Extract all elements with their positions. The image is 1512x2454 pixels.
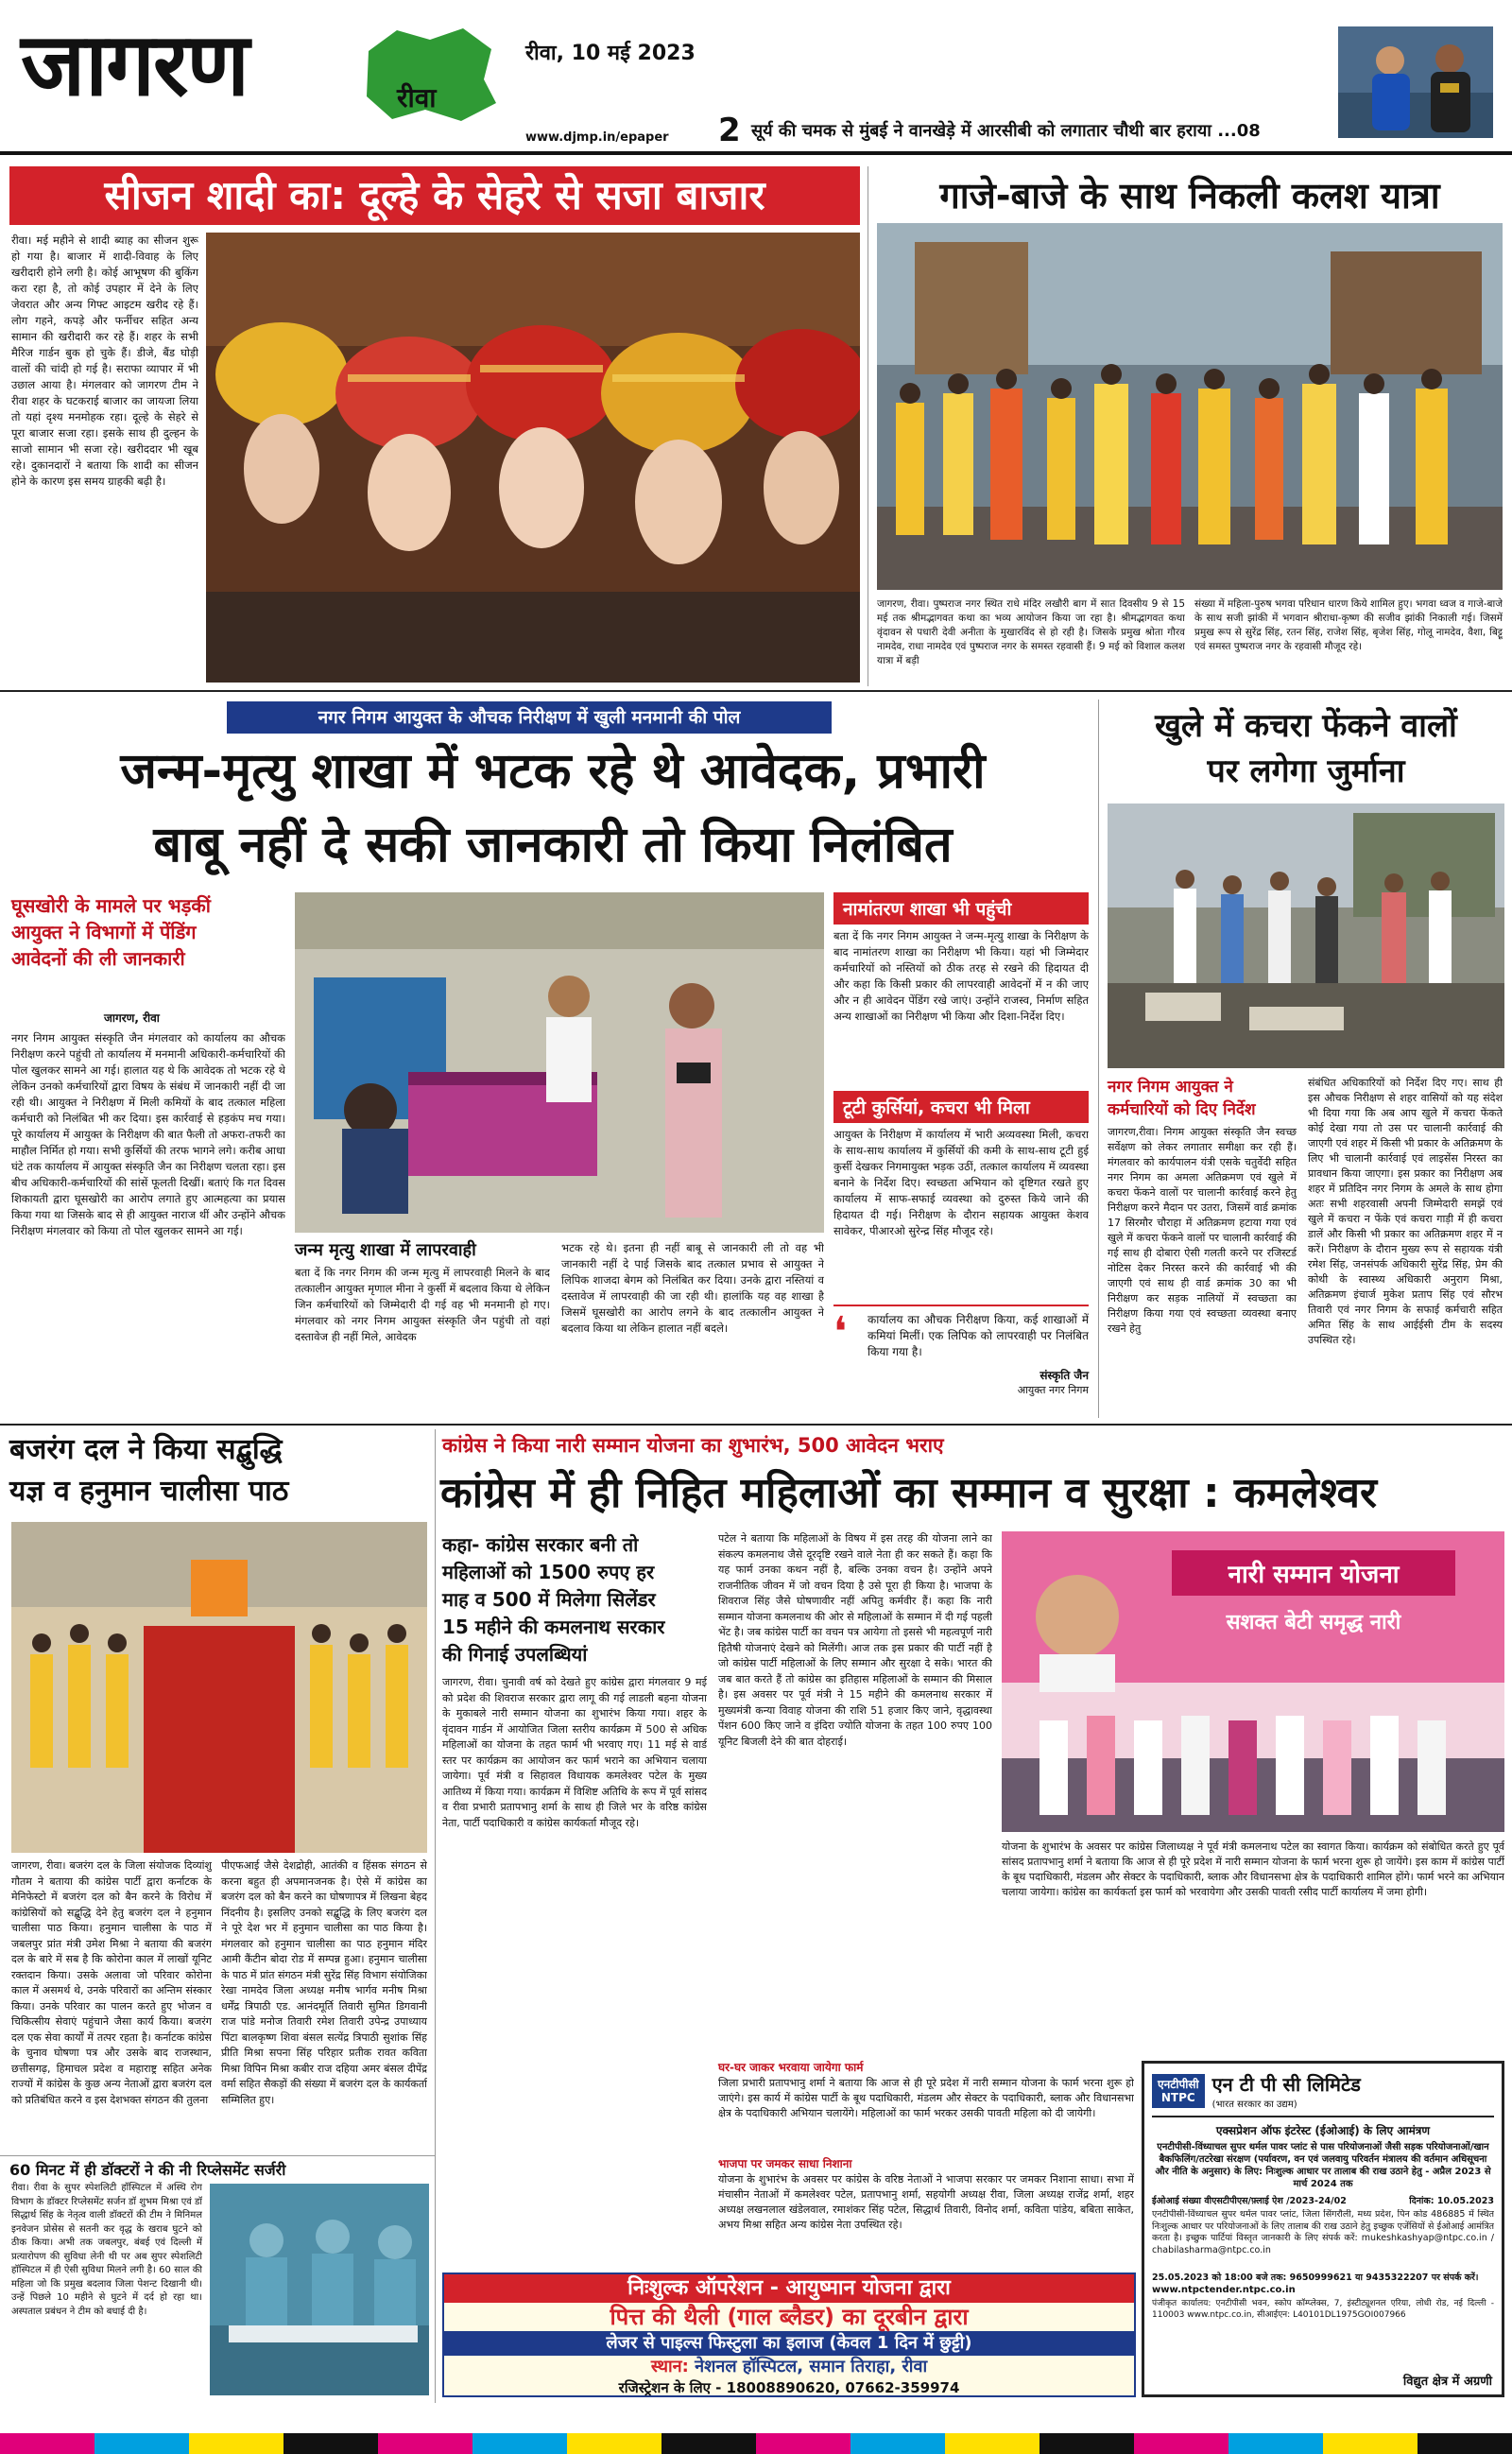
section-rule bbox=[0, 1424, 1512, 1426]
ntpc-name: एन टी पी सी लिमिटेड bbox=[1211, 2073, 1361, 2096]
story6-text-a: जागरण, रीवा। चुनावी वर्ष को देखते हुए कांग्रेस द्वारा मंगलवार 9 मई को प्रदेश की शिवराज सरकार द्वारा लागू की गई लाडली बहना योजना के मुकाबले नारी सम्मान योजना का शुभारंभ किया गया। शहर के वृंदावन गार्डन में आयोजित जिला स्तरीय कार्यक्रम में 500 से अधिक महिलाओं का योजना के तहत फार्म भी भरवाए गए। 11 मई से वार्ड स्तर पर कार्यक्रम का आयोजन कर फार्म भराने का अभियान चलाया जायेगा। पूर्व मंत्री व सिहावल विधायक कमलेश्वर पटेल के मुख्य आतिथ्य में किया गया। कार्यक्रम में विशिष्ट अतिथि के रूप में पूर्व सांसद व रीवा प्रभारी प्रतापभानु शर्मा के साथ ही जिले भर के वरिष्ठ कांग्रेस नेता, पार्टी पदाधिकारी व कांग्रेस कार्यकर्ता मौजूद रहे। bbox=[442, 1676, 707, 1829]
ntpc-hindi-logo: एनटीपीसी bbox=[1158, 2077, 1199, 2091]
masthead bbox=[0, 0, 1512, 156]
story3-box1-text: बता दें कि नगर निगम आयुक्त ने जन्म-मृत्यु शाखा के निरीक्षण के बाद नामांतरण शाखा का निरीक्षण भी किया। यहां भी जिम्मेदार कर्मचारियों को नस्तियों को ठीक तरह से रखने की हिदायत दी और कहा कि किसी प्रकार की लापरवाही आवेदनों में न की जाए और न ही आवेदन पेंडिंग रखे जाएं। उन्होंने राजस्व, निर्माण सहित अन्य शाखाओं का निरीक्षण भी किया और दिशा-निर्देश दिए। bbox=[833, 929, 1089, 1023]
story3-box1-title: नामांतरण शाखा भी पहुंची bbox=[833, 892, 1089, 925]
story6-kicker: कांग्रेस ने किया नारी सम्मान योजना का शुभारंभ, 500 आवेदन भराए bbox=[442, 1434, 944, 1457]
story1-photo bbox=[206, 233, 860, 683]
story6-box-text: जिला प्रभारी प्रतापभानु शर्मा ने बताया कि आज से ही पूरे प्रदेश में नारी सम्मान योजना के फार्म भरना शुरू हो जाएंगे। इस कार्य में कांग्रेस पार्टी के बूथ पदाधिकारी, मंडलम और सेक्टर के पदाधिकारी, ब्लाक और विधानसभा क्षेत्र के पदाधिकारी अभियान चलायेंगे। महिलाओं का फार्म भरकर उसकी पावती महिला को दी जायेगी। bbox=[718, 2077, 1134, 2119]
edition-badge: रीवा bbox=[397, 82, 437, 113]
story3-box2-title: टूटी कुर्सियां, कचरा भी मिला bbox=[833, 1091, 1089, 1123]
hospital-ad-line2: पित्त की थैली (गाल ब्लैडर) का दूरबीन द्वारा bbox=[610, 2304, 969, 2330]
ntpc-title: एक्सप्रेशन ऑफ इंटरेस्ट (ईओआई) के लिए आमंत्रण bbox=[1215, 2124, 1431, 2137]
story6-sub-1: कहा- कांग्रेस सरकार बनी तो bbox=[442, 1533, 639, 1556]
story6-text-c: योजना के शुभारंभ के अवसर पर कांग्रेस जिलाध्यक्ष ने पूर्व मंत्री कमलनाथ पटेल का स्वागत किया। कार्यक्रम को संबोधित करते हुए पूर्व सांसद प्रतापभानु शर्मा ने बताया कि आज से ही पूरे प्रदेश में नारी सम्मान योजना के फार्म भरना शुरू हो जायेंगे। इस काम में कांग्रेस पार्टी के बूथ पदाधिकारी, मंडलम और सेक्टर के पदाधिकारी, ब्लाक और विधानसभा क्षेत्र के पदाधिकारी शामिल होंगे। फार्म भरने का अभियान चलाया जायेगा। कांग्रेस का कार्यकर्ता इस फार्म को भरवायेगा और उसकी पावती रसीद पार्टी कार्यालय में जमा होगी। bbox=[1002, 1840, 1504, 1898]
story4-headline-1[interactable]: खुले में कचरा फेंकने वालों bbox=[1155, 707, 1457, 745]
story6-box-title: घर-घर जाकर भरवाया जायेगा फार्म bbox=[718, 2061, 864, 2074]
story6-sub-3: माह व 500 में मिलेगा सिलेंडर bbox=[442, 1588, 656, 1611]
quote-icon: ❛ bbox=[833, 1308, 848, 1357]
story3-quote-by: संस्कृति जैन bbox=[1040, 1369, 1089, 1382]
story5-headline-2[interactable]: यज्ञ व हनुमान चालीसा पाठ bbox=[9, 1475, 289, 1508]
story4-sub-2: कर्मचारियों को दिए निर्देश bbox=[1108, 1100, 1256, 1119]
hospital-ad-line3: लेजर से पाइल्स फिस्टुला का इलाज (केवल 1 दिन में छुट्टी) bbox=[444, 2331, 1134, 2356]
story6-sub-5: की गिनाई उपलब्धियां bbox=[442, 1643, 588, 1666]
story4-subhead bbox=[1108, 1076, 1297, 1121]
ntpc-web[interactable]: www.ntpctender.ntpc.co.in bbox=[1152, 2285, 1296, 2295]
hospital-ad-line4-row bbox=[444, 2356, 1134, 2378]
story2-banner[interactable]: गाजे-बाजे के साथ निकली कलश यात्रा bbox=[939, 175, 1440, 216]
story6-photo-banner: नारी सम्मान योजना bbox=[1172, 1550, 1455, 1596]
section-rule bbox=[0, 690, 1512, 692]
hospital-ad[interactable] bbox=[442, 2273, 1136, 2397]
story4-headline-2[interactable]: पर लगेगा जुर्माना bbox=[1207, 752, 1405, 790]
ntpc-phone: 25.05.2023 को 18:00 बजे तक: 9650999621 या 9435322207 पर संपर्क करें। bbox=[1152, 2273, 1479, 2283]
story6-text-b: पटेल ने बताया कि महिलाओं के विषय में इस तरह की योजना लाने का संकल्प कमलनाथ जैसे दूरदृष्टि रखने वाले नेता ही कर सकते हैं। कहा कि यह फार्म उनका कथन नहीं है, बल्कि उनका वचन है। उन्होंने अपने राजनीतिक जीवन में जो वचन दिया है उसे पूरा ही किया है। भाजपा के शिवराज सिंह जैसे घोषणावीर नहीं अपितु कर्मवीर हैं। कहा कि नारी सम्मान योजना कमलनाथ की ओर से महिलाओं के सम्मान में दी गई पहली भेंट है। जब कांग्रेस पार्टी का वचन पत्र आयेगा तो इससे भी महत्वपूर्ण नारी हितैषी योजनाएं देखने को मिलेंगी। आज तक इस प्रकार की पार्टी नहीं है जो कांग्रेस पार्टी महिलाओं के लिए सम्मान और सुरक्षा दे सके। भारत की जब बात करते हैं तो कांग्रेस का इतिहास महिलाओं के सम्मान की मिसाल है। इस अवसर पर पूर्व मंत्री ने 15 महीने की कमलनाथ सरकार में मुख्यमंत्री कन्या विवाह योजना की राशि 51 हजार किए जाने, वृद्धावस्था पेंशन 600 किए जाने व इंदिरा ज्योति योजना के तहत 100 रुपए 100 यूनिट बिजली देने की बात दोहराई। bbox=[718, 1532, 992, 1748]
story3-text-left: नगर निगम आयुक्त संस्कृति जैन मंगलवार को कार्यालय का औचक निरीक्षण करने पहुंची तो कार्यालय में मनमानी अधिकारी-कर्मचारियों की पोल खुलकर सामने आ गई। हालात यह थे कि आवेदक तो भटक रहे थे लेकिन उनको कर्मचारियों द्वारा विषय के संबंध में जानकारी नहीं दी जा रही थी। आयुक्त ने निरीक्षण में मिली कमियों के बाद तत्काल महिला कर्मचारी को निलंबित भी कर दिया। इस कार्रवाई से हड़कंप मच गया। पूरे कार्यालय में आयुक्त के निरीक्षण की बात फैली तो अफरा-तफरी का माहौल निर्मित हो गया। सभी कुर्सियों की तरफ भागने लगे। करीब आधा घंटे तक कार्यालय में आयुक्त संस्कृति जैन का निरीक्षण चलता रहा। इस बीच अधिकारी-कर्मचारियों की सांसें फूलती दिखीं। बताएं कि गत दिवस शिकायती द्वारा घूसखोरी का आरोप लगाते हुए आत्महत्या का प्रयास किया गया था जिसके बाद से ही आयुक्त नाराज थीं और उन्होंने औचक निरीक्षण मंगलवार को किया तो पोल खुलकर सामने आ गई। bbox=[11, 1031, 285, 1237]
story2-caption-right: संख्या में महिला-पुरुष भगवा परिधान धारण किये शामिल हुए। भगवा ध्वज व गाजे-बाजे के साथ सजी झांकी में भगवान श्रीराधा-कृष्ण की सजीव झांकी निकाली गई। जिसमें प्रमुख रूप से सुरेंद्र सिंह, रतन सिंह, राजेश सिंह, बृजेश सिंह, गोलू नामदेव, वैशा, बिट्टू एवं समस्त पुष्पराज नगर के रहवासी मौजूद रहे। bbox=[1194, 598, 1503, 652]
story6-subhead bbox=[442, 1531, 707, 1668]
logo[interactable]: जागरण bbox=[21, 13, 249, 115]
story7-headline[interactable]: 60 मिनट में ही डॉक्टरों ने की नी रिप्लेसमेंट सर्जरी bbox=[9, 2161, 286, 2179]
story3-sub-2: आयुक्त ने विभागों में पेंडिंग bbox=[11, 921, 197, 943]
story4-text-right: संबंधित अधिकारियों को निर्देश दिए गए। साथ ही इस औचक निरीक्षण से शहर वासियों को यह संदेश भी दिया गया कि अब आप खुले में कचरा फेंकते कोई देखा गया तो उस पर चालानी कार्रवाई की जाएगी एवं शहर में किसी भी प्रकार के अतिक्रमण के लिए भी चालानी कार्रवाई एवं लाइसेंस निरस्त का प्रावधान किया जाएगा। इस प्रकार का निरीक्षण अब शहर में प्रतिदिन नगर निगम के अमले के साथ होगा अतः सभी शहरवासी अपनी जिम्मेदारी समझें एवं खुले में कचरा न फेंके एवं कचरा गाड़ी में ही कचरा डालें और किसी भी प्रकार का अतिक्रमण शहर में न करें। निरीक्षण के दौरान मुख्य रूप से सहायक यंत्री रमेश सिंह, जनसंपर्क अधिकारी सुरेंद्र सिंह, प्रेम की कोथी के स्वास्थ्य अधिकारी अनुराग मिश्रा, अतिक्रमण इंचार्ज मुकेश प्रताप सिंह एवं सौरभ तिवारी एवं नगर निगम के सफाई कर्मचारी सहित अमित सिंह के साथ आईईसी टीम के सदस्य उपस्थित रहे। bbox=[1308, 1077, 1503, 1346]
story6-box2-text: योजना के शुभारंभ के अवसर पर कांग्रेस के वरिष्ठ नेताओं ने भाजपा सरकार पर जमकर निशाना साधा। सभा में मंचासीन नेताओं में कमलेश्वर पटेल, प्रतापभानु शर्मा, सहयोगी अध्यक्ष रीवा, जिला अध्यक्ष राजेंद्र शर्मा, शहर अध्यक्ष लखनलाल खंडेलवाल, रमाशंकर सिंह पटेल, सिद्धार्थ तिवारी, विनोद शर्मा, कविता पांडेय, बबिता साकेत, अभय मिश्रा सहित अन्य कांग्रेस नेता उपस्थित रहे। bbox=[718, 2173, 1134, 2231]
ntpc-footer: विद्युत क्षेत्र में अग्रणी bbox=[1402, 2375, 1492, 2389]
story6-sub-4: 15 महीने की कमलनाथ सरकार bbox=[442, 1616, 665, 1638]
story3-byline: जागरण, रीवा bbox=[104, 1011, 160, 1025]
story3-subhead bbox=[11, 892, 295, 972]
divider bbox=[1098, 700, 1099, 1418]
story2-caption-left: जागरण, रीवा। पुष्पराज नगर स्थित राधे मंदिर लखौरी बाग में सात दिवसीय 9 से 15 मई तक श्रीमद्भागवत कथा का भव्य आयोजन किया जा रहा है। श्रीमद्भागवत कथा वृंदावन से पधारी देवी अनीता के मुखारविंद से हो रही है। जिसके प्रमुख श्रोता गौरव नामदेव, राधा नामदेव एवं पुष्पराज नगर के समस्त रहवासी हैं। 9 मई को विशाल कलश यात्रा में बड़ी bbox=[877, 598, 1185, 666]
story6-sub-2: महिलाओं को 1500 रुपए हर bbox=[442, 1561, 655, 1583]
teaser[interactable]: सूर्य की चमक से मुंबई ने वानखेड़े में आरसीबी को लगातार चौथी बार हराया ...08 bbox=[751, 121, 1261, 141]
story5-headline-1[interactable]: बजरंग दल ने किया सद्बुद्धि bbox=[9, 1433, 283, 1466]
story3-text-mid2: भटक रहे थे। इतना ही नहीं बाबू से जानकारी ली तो वह भी जानकारी नहीं दे पाई जिसके बाद तत्काल प्रभाव से आयुक्त ने लिपिक शाजदा बेगम को निलंबित कर दिया। उनके द्वारा नस्तियां व दस्तावेज में लापरवाही की जा रही थी। हालांकि यह वह शाखा है जिसमें घूसखोरी का आरोप लगने के बाद तत्कालीन आयुक्त ने बदलाव किया था लेकिन हालात नहीं बदले। bbox=[561, 1241, 824, 1335]
story4-sub-1: नगर निगम आयुक्त ने bbox=[1108, 1078, 1233, 1097]
ntpc-sub: (भारत सरकार का उद्यम) bbox=[1211, 2100, 1297, 2110]
story3-quote: कार्यालय का औचक निरीक्षण किया, कई शाखाओं में कमियां मिलीं। एक लिपिक को लापरवाही पर निलंबित किया गया है। bbox=[868, 1313, 1089, 1358]
hospital-ad-line4: नेशनल हॉस्पिटल, समान तिराहा, रीवा bbox=[695, 2357, 928, 2376]
story5-text-left: जागरण, रीवा। बजरंग दल के जिला संयोजक दिव्यांशु गौतम ने बताया की कांग्रेस पार्टी द्वारा कर्नाटक के मेनिफेस्टो में बजरंग दल को बैन करने के विरोध में कांग्रेसियों को सद्बुद्धि देने हेतु बजरंग दल ने हनुमान चालीसा पाठ किया। हनुमान चालीसा के पाठ में जबलपुर प्रांत मंत्री उमेश मिश्रा ने बताया की बजरंग दल के बारे में सब है कि कोरोना काल में लाखों यूनिट रक्तदान किया। उसके अलावा जो परिवार कोरोना काल में असमर्थ थे, उनके परिवारों का अन्तिम संस्कार किया। उनके परिवार का पालन करते हुए भोजन व चिकित्सीय सेवाएं पहुंचाने जैसा कार्य किया। बजरंग दल एक सेवा कार्यों में तत्पर रहता है। कर्नाटक कांग्रेस के चुनाव घोषणा पत्र और उसके बाद राजस्थान, छत्तीसगढ़, हिमाचल प्रदेश व महाराष्ट्र सहित अनेक राज्यों में कांग्रेस के कुछ अन्य नेताओं द्वारा बजरंग दल को प्रतिबंधित करने व इस देशभक्त संगठन की तुलना bbox=[11, 1859, 212, 2106]
story5-photo bbox=[11, 1522, 427, 1853]
ntpc-logo bbox=[1152, 2074, 1205, 2108]
story1-text: रीवा। मई महीने से शादी ब्याह का सीजन शुरू हो गया है। बाजार में शादी-विवाह के लिए खरीदारी होने लगी है। कोई आभूषण की बुकिंग करा रहा है, तो कोई उपहार में देने के लिए जेवरात और अन्य गिफ्ट आइटम खरीद रहे हैं। लोग गहने, कपड़े और फर्नीचर सहित अन्य सामान की खरीदारी कर रहे हैं। शहर के सभी मैरिज गार्डन बुक हो चुके हैं। डीजे, बैंड घोड़ी वालों की चांदी हो गई है। सराफा व्यापार में भी उछाल आया है। मंगलवार को जागरण टीम ने रीवा शहर के घटकराई बाजार का जायजा लिया तो यहां दृश्य मनमोहक रहा। दूल्हे के सेहरे से पूरा बाजार सजा रहा। इसके साथ ही दुल्हन के साजो सामान भी सजा रहे। खरीददार भी खूब रहे। दुकानदारों ने बताया कि शादी का सीजन होने के कारण इस समय ग्राहकी बढ़ी है। bbox=[11, 233, 198, 488]
ntpc-office: पंजीकृत कार्यालय: एनटीपीसी भवन, स्कोप कॉम्प्लेक्स, 7, इंस्टीट्यूशनल एरिया, लोधी रोड, नई दिल्ली - 110003 www.ntpc.co.in, सीआईएन: L40101DL1975GOI007966 bbox=[1152, 2299, 1494, 2320]
teaser-photo bbox=[1338, 26, 1493, 138]
story3-kicker: नगर निगम आयुक्त के औचक निरीक्षण में खुली मनमानी की पोल bbox=[227, 701, 832, 734]
story3-box2-text: आयुक्त के निरीक्षण में कार्यालय में भारी अव्यवस्था मिली, कचरा के साथ-साथ कार्यालय में कुर्सियों की कमी के साथ-साथ टूटी हुई कुर्सी देखकर निगमायुक्त भड़क उठीं, तत्काल कार्यालय में व्यवस्था बनाने के निर्देश दिए। स्वच्छता अभियान को दृष्टिगत रखते हुए कार्यालय में साफ-सफाई व्यवस्था को दुरुस्त किये जाने की हिदायत दी गई। निरीक्षण के दौरान सहायक आयुक्त केशव सावेकर, पीआरओ सुरेन्द्र सिंह मौजूद रहे। bbox=[833, 1128, 1089, 1237]
hospital-ad-line5: रजिस्ट्रेशन के लिए - 18008890620, 07662-359974 bbox=[618, 2379, 960, 2396]
divider bbox=[435, 1429, 436, 2403]
story4-text-left: जागरण,रीवा। निगम आयुक्त संस्कृति जैन स्वच्छ सर्वेक्षण को लेकर लगातार समीक्षा कर रही हैं। मंगलवार को कार्यपालन यंत्री एसके चतुर्वेदी सहित नगर निगम का अमला अतिक्रमण एवं खुले में कचरा फेंकने वालों पर चालानी कार्रवाई करने हेतु निरीक्षण करने मैदान पर उतरा, जिसमें वार्ड क्रमांक 17 सिरमौर चौराहा में अतिक्रमण हटाया गया एवं खुले में कचरा फेंकने वालों पर चालानी कार्रवाई की गई साथ ही दोबारा ऐसी गलती करने पर रजिस्टर्ड नोटिस देकर निरस्त करने की कार्रवाई भी की जाएगी एवं साथ ही वार्ड क्रमांक 30 का भी निरीक्षण कर सड़क नालियों में स्वच्छता का निरीक्षण किया गया एवं स्वच्छता व्यवस्था बनाए रखने हेतु bbox=[1108, 1126, 1297, 1335]
story6-box2-title: भाजपा पर जमकर साधा निशाना bbox=[718, 2157, 852, 2170]
story3-photo bbox=[295, 892, 824, 1233]
page-number: 2 bbox=[718, 112, 741, 149]
story3-text-mid1: बता दें कि नगर निगम की जन्म मृत्यु में लापरवाही मिलने के बाद तत्कालीन आयुक्त मृणाल मीना ने कुर्सी में बदलाव किया थे लेकिन जिन कर्मचारियों को जिम्मेदारी दी गई वह भी मनमानी हो गए। मंगलवार को नगर निगम आयुक्त संस्कृति जैन पहुंची तो वहां दस्तावेज ही नहीं मिले, आवेदक bbox=[295, 1266, 550, 1343]
ntpc-ad[interactable] bbox=[1142, 2061, 1504, 2397]
ntpc-date: दिनांक: 10.05.2023 bbox=[1409, 2196, 1494, 2206]
section-rule bbox=[0, 2155, 435, 2156]
story7-text: रीवा। रीवा के सुपर स्पेशलिटी हॉस्पिटल में अस्थि रोग विभाग के डॉक्टर रिप्लेसमेंट सर्जन डॉ शुभम मिश्रा एवं डॉ सिद्धार्थ सिंह के नेतृत्व वाली डॉक्टरों की टीम ने मिनिमल इनवेजन प्रोसेस से सतनी कर वृद्ध के खराब घुटने को ठीक किया। अभी तक जबलपुर, बंबई एवं दिल्ली में प्रत्यारोपण की सुविधा लेनी थी पर अब सुपर स्पेशलिटी हॉस्पिटल में ही ऐसी सुविधा मिलने लगी है। 60 साल की महिला जो कि प्रमुख बदलाव जिला पेशन्ट दिखानी थी। उन्हें पिछले 10 महीने से घुटने में दर्द हो रहा था। अस्पताल प्रबंधन ने टीम को बधाई दी है। bbox=[11, 2183, 202, 2317]
story3-headline-2[interactable]: बाबू नहीं दे सकी जानकारी तो किया निलंबित bbox=[153, 817, 953, 873]
dateline: रीवा, 10 मई 2023 bbox=[525, 42, 696, 65]
hospital-ad-line4-label: स्थान: bbox=[650, 2357, 689, 2376]
story3-sub-3: आवेदनों की ली जानकारी bbox=[11, 947, 185, 970]
story7-surgery-photo bbox=[210, 2184, 429, 2395]
story3-quote-box bbox=[833, 1305, 1089, 1416]
story1-banner[interactable]: सीजन शादी का: दूल्हे के सेहरे से सजा बाजार bbox=[9, 166, 860, 225]
ntpc-logo-text: NTPC bbox=[1160, 2090, 1195, 2104]
story2-photo bbox=[877, 223, 1503, 590]
story3-headline-1[interactable]: जन्म-मृत्यु शाखा में भटक रहे थे आवेदक, प्रभारी bbox=[120, 743, 986, 800]
story6-headline[interactable]: कांग्रेस में ही निहित महिलाओं का सम्मान व सुरक्षा : कमलेश्वर bbox=[440, 1469, 1377, 1517]
story3-sub-1: घूसखोरी के मामले पर भड़कीं bbox=[11, 894, 211, 917]
epaper-url[interactable]: www.djmp.in/epaper bbox=[525, 130, 669, 145]
hospital-ad-line1: निःशुल्क ऑपरेशन - आयुष्मान योजना द्वारा bbox=[444, 2274, 1134, 2303]
story5-text-right: पीएफआई जैसे देशद्रोही, आतंकी व हिंसक संगठन से करना बहुत ही अपमानजनक है। ऐसे में कांग्रेस का बजरंग दल को बैन करने का घोषणापत्र में लिखना बेहद निंदनीय है। इसलिए उनको सद्बुद्धि के लिए बजरंग दल ने पूरे देश भर में हनुमान चालीसा का पाठ किया है। मंगलवार को हनुमान चालीसा का पाठ हनुमान मंदिर आमी कैंटीन बोदा रोड में सम्पन्न हुआ। हनुमान चालीसा के पाठ में प्रांत संगठन मंत्री सुरेंद्र सिंह विभाग संयोजिका रेखा नामदेव जिला अध्यक्ष मनीष भार्गव मनीष मिश्रा धर्मेंद्र त्रिपाठी एड. आनंदमूर्ति तिवारी सुमित डिगवानी राज पांडे मनोज तिवारी रमेश तिवारी उपेन्द्र उपाध्याय पिंटा बालकृष्ण शिवा बंसल सत्येंद्र त्रिपाठी सुशांक सिंह प्रीति मिश्रा सपना सिंह परिहार प्रतीक रावत कविता मिश्रा विपिन मिश्रा कबीर राज दहिया अमर बंसल दीपेंद्र वर्मा सहित सैकड़ों की संख्या में बजरंग दल के कार्यकर्ता सम्मिलित हुए। bbox=[221, 1859, 427, 2106]
print-color-bar bbox=[0, 2433, 1512, 2454]
ntpc-details: एनटीपीसी-विंध्याचल सुपर थर्मल पावर प्लांट, जिला सिंगरौली, मध्य प्रदेश, पिन कोड 486885 में स्थित निःशुल्क आधार पर परियोजनाओं के लिए तालाब की राख उठाने हेतु इच्छुक एजेंसियों से ईओआई आमंत्रित करता है। इच्छुक पार्टियां विस्तृत जानकारी के लिए संपर्क करें: mukeshkashyap@ntpc.co.in / chabilasharma@ntpc.co.in bbox=[1152, 2209, 1494, 2255]
story4-photo bbox=[1108, 804, 1504, 1068]
ntpc-ref: ईओआई संख्या वीएसटीपीएस/फ़्लाई ऐश /2023-24/02 bbox=[1152, 2196, 1347, 2206]
ntpc-body: एनटीपीसी-विंध्याचल सुपर थर्मल पावर प्लांट से पास परियोजनाओं जैसी सड़क परियोजनाओं/खान बैकफिलिंग/तटरेखा संरक्षण (पर्यावरण, वन एवं जलवायु परिवर्तन मंत्रालय की वर्तमान अधिसूचना और नीति के अनुसार) के लिए: निःशुल्क आधार पर तालाब की राख उठाने हेतु - अप्रैल 2023 से मार्च 2024 तक bbox=[1155, 2142, 1491, 2189]
story6-photo-tagline: सशक्त बेटी समृद्ध नारी bbox=[1226, 1611, 1401, 1634]
masthead-rule bbox=[0, 151, 1512, 155]
story3-photo-caption: जन्म मृत्यु शाखा में लापरवाही bbox=[295, 1240, 476, 1260]
story3-quote-role: आयुक्त नगर निगम bbox=[1017, 1384, 1089, 1396]
